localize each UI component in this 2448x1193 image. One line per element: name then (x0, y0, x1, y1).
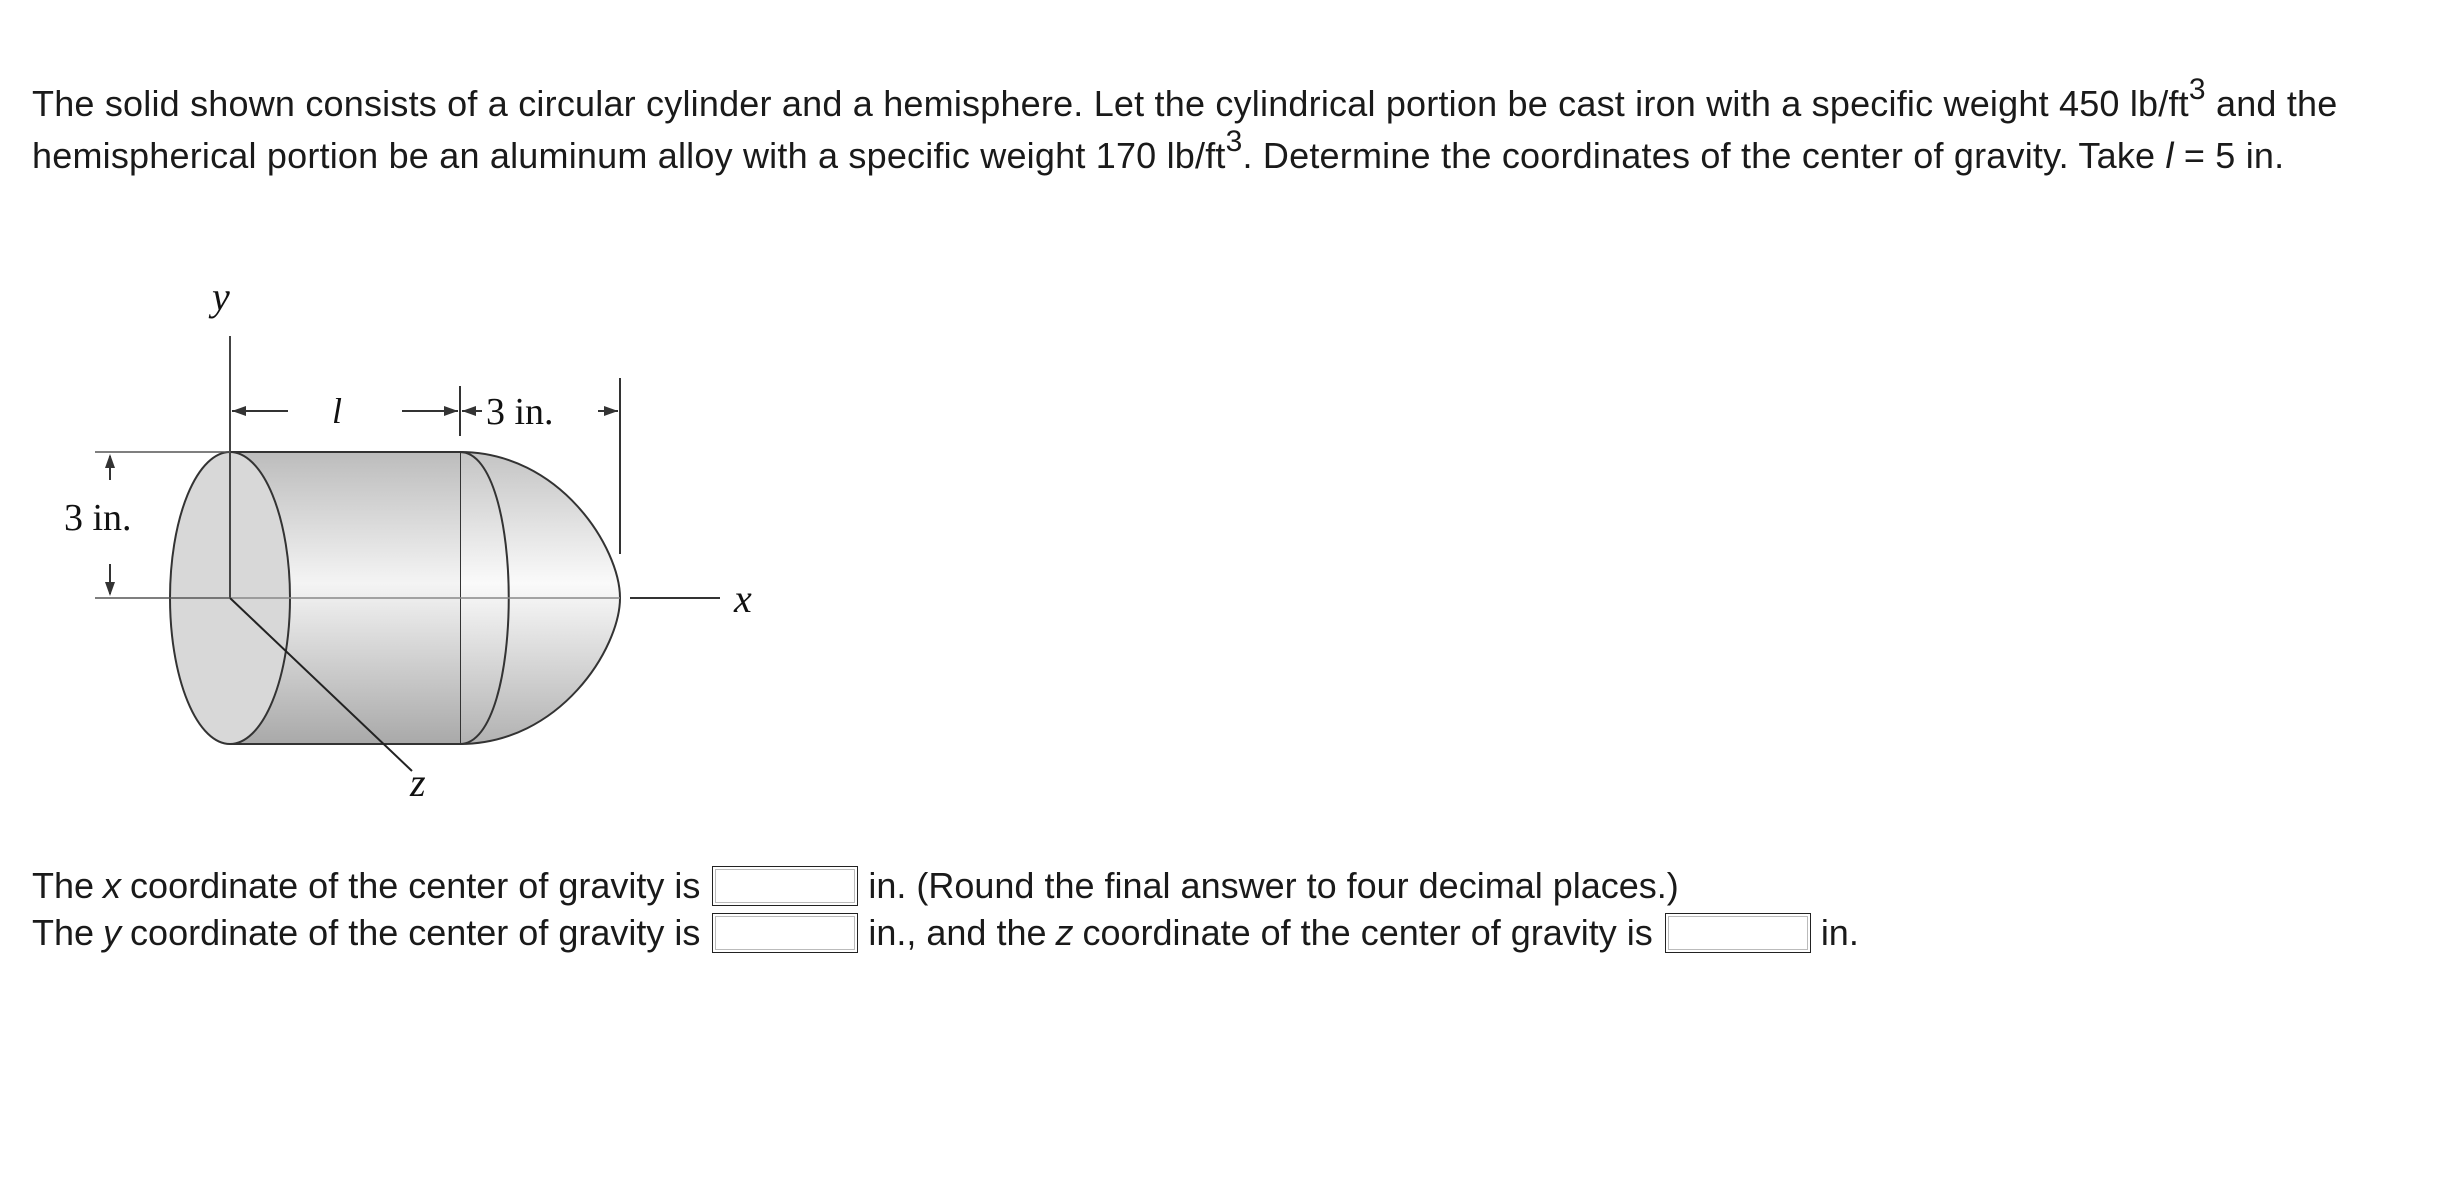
problem-text-1: The solid shown consists of a circular cylinder and a hemisphere. Let the cylindrical portion be cast iron with a specific weight 450 lb/ft (32, 83, 2189, 124)
dim-l-right-arrowhead (444, 406, 458, 416)
answer-x-text: coordinate of the center of gravity is (130, 865, 701, 906)
variable-l: l (2165, 135, 2174, 176)
variable-x: x (103, 865, 122, 906)
answer-section (32, 862, 1859, 956)
problem-text-3: . Determine the coordinates of the center of gravity. Take (1242, 135, 2166, 176)
axis-label-y: y (212, 274, 230, 319)
x-coordinate-input[interactable] (712, 866, 858, 906)
answer-x-suffix: in. (Round the final answer to four decimal places.) (868, 865, 1679, 906)
dim-hemi-label: 3 in. (486, 391, 554, 433)
y-coordinate-input[interactable] (712, 913, 858, 953)
answer-z-suffix: in. (1820, 912, 1859, 953)
variable-y: y (103, 912, 122, 953)
z-coordinate-input[interactable] (1665, 913, 1811, 953)
figure-svg (40, 268, 800, 808)
dim-l-label: l (332, 391, 343, 431)
dim-radius-bottom-arrowhead (105, 582, 115, 596)
dim-l-left-arrowhead (232, 406, 246, 416)
answer-y-text: coordinate of the center of gravity is (130, 912, 701, 953)
problem-statement (32, 73, 2412, 182)
answer-y-middle: in., and the (868, 912, 1047, 953)
superscript-cubed-1: 3 (2188, 73, 2206, 106)
superscript-cubed-2: 3 (1225, 125, 1243, 158)
answer-line-yz (32, 909, 1859, 956)
answer-x-prefix: The (32, 865, 95, 906)
answer-line-x (32, 862, 1859, 909)
dim-radius-top-arrowhead (105, 454, 115, 468)
answer-z-text: coordinate of the center of gravity is (1082, 912, 1653, 953)
problem-text-2: and the hemispherical portion be an aluminum alloy with a specific weight 170 lb/ft (32, 83, 2338, 176)
cylinder-hemisphere-figure (40, 268, 800, 808)
dim-hemi-right-arrowhead (604, 406, 618, 416)
answer-y-prefix: The (32, 912, 95, 953)
axis-label-x: x (734, 576, 752, 621)
dim-radius-label: 3 in. (64, 497, 132, 539)
axis-label-z: z (410, 760, 426, 805)
problem-text-4: = 5 in. (2173, 135, 2285, 176)
variable-z: z (1055, 912, 1074, 953)
